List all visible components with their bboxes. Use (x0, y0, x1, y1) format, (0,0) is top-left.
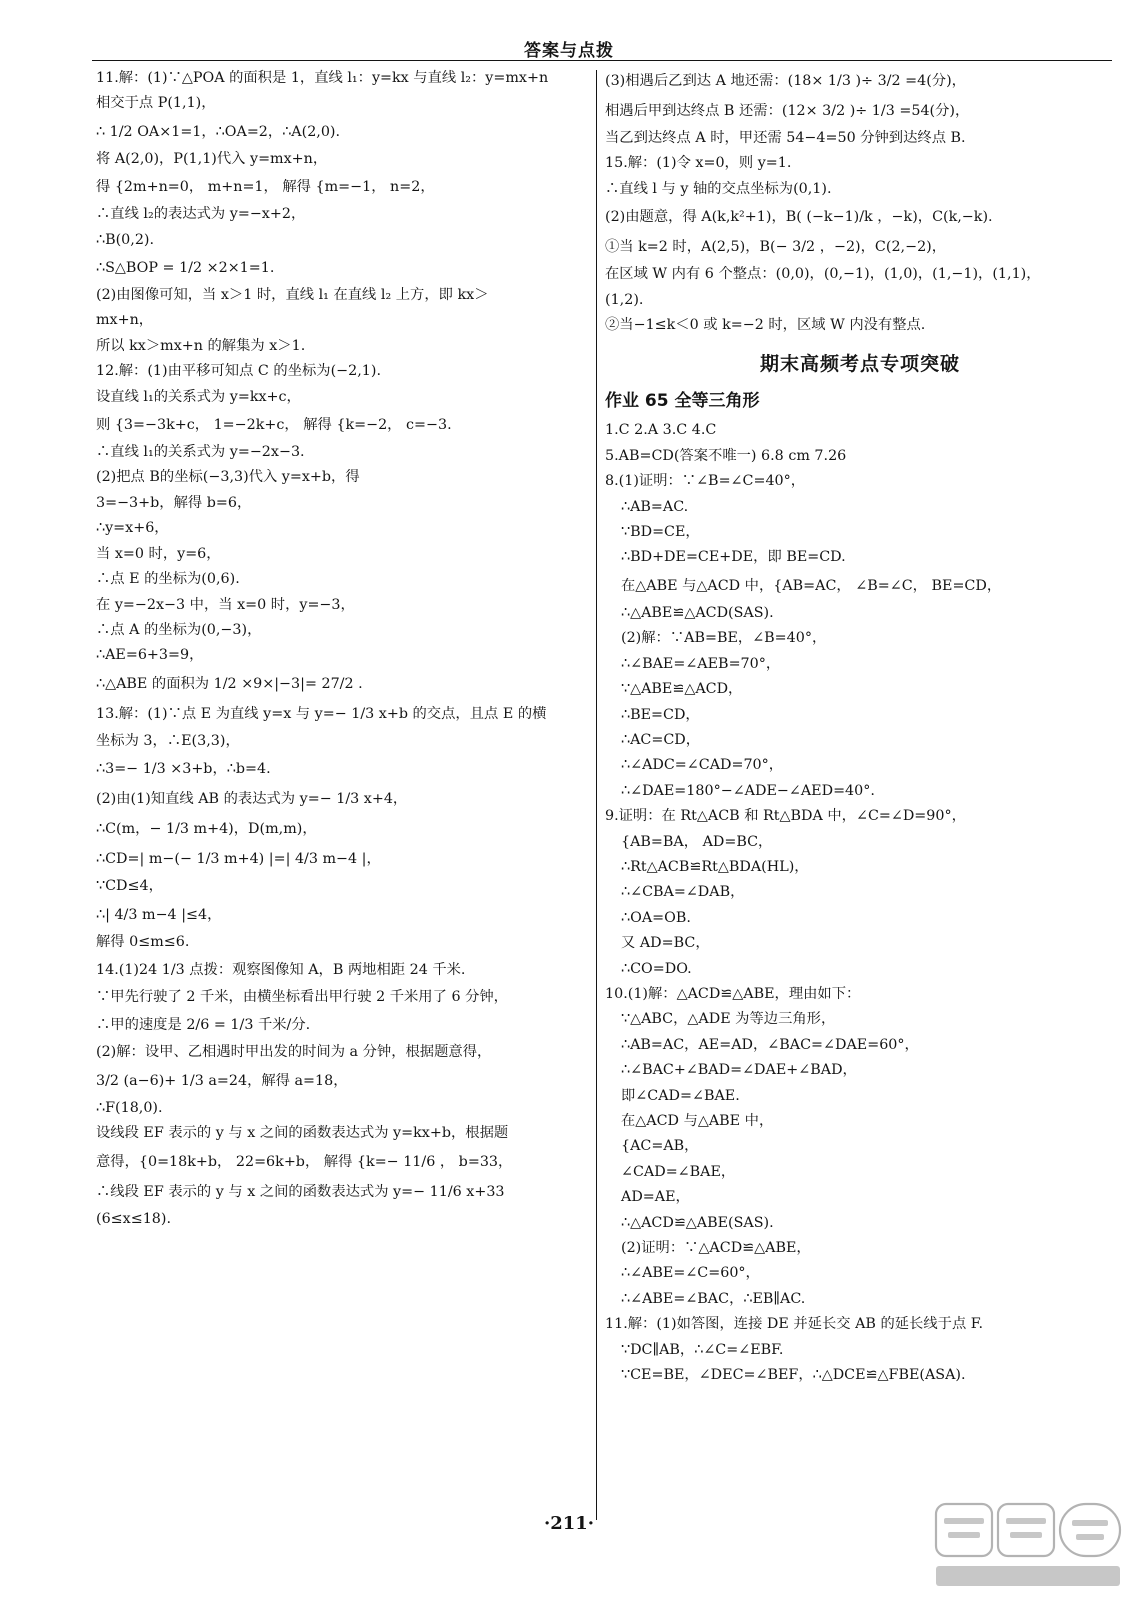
answer-line: (2)解：∵AB=BE，∠B=40°， (621, 630, 827, 647)
answer-line: ∵甲先行驶了 2 千米，由横坐标看出甲行驶 2 千米用了 6 分钟， (96, 988, 508, 1005)
answer-line: 坐标为 3，∴E(3,3)， (96, 732, 240, 749)
answer-line: ∵BD=CE， (621, 524, 700, 541)
answer-line: ∴BD+DE=CE+DE，即 BE=CD. (621, 549, 846, 566)
answer-line: (2)由(1)知直线 AB 的表达式为 y=− 1/3 x+4， (96, 791, 408, 808)
answer-line: mx+n， (96, 312, 154, 329)
answer-line: ∴∠CBA=∠DAB， (621, 884, 745, 901)
answer-line: ∴点 E 的坐标为(0,6). (96, 571, 240, 588)
answer-line: ∴OA=OB. (621, 909, 691, 926)
answer-line: (2)由题意，得 A(k,k²+1)，B( (−k−1)/k ，−k)，C(k,−k). (605, 209, 993, 226)
answer-line: 设直线 l₁的关系式为 y=kx+c， (96, 388, 301, 405)
answer-line: {AC=AB， (621, 1138, 699, 1155)
answer-line: 解得 0≤m≤6. (96, 933, 190, 950)
section-title: 期末高频考点专项突破 (759, 353, 960, 376)
answer-line: 当乙到达终点 A 时，甲还需 54−4=50 分钟到达终点 B. (605, 130, 966, 146)
answer-line: ∴y=x+6， (96, 520, 169, 537)
answer-line: 相遇后甲到达终点 B 还需：(12× 3/2 )÷ 1/3 =54(分)， (605, 103, 970, 119)
answer-line: 14.(1)24 1/3 点拨：观察图像知 A，B 两地相距 24 千米. (96, 961, 466, 978)
answer-line: 则 {3=−3k+c， 1=−2k+c， 解得 {k=−2， c=−3. (96, 417, 452, 434)
answer-line: 3=−3+b，解得 b=6， (96, 494, 252, 511)
answer-line: ∴F(18,0). (96, 1099, 163, 1116)
answer-line: ∴直线 l₁的关系式为 y=−2x−3. (96, 444, 305, 461)
answer-line: ∴∠DAE=180°−∠ADE−∠AED=40°. (621, 782, 875, 799)
answer-line: ∴AB=AC，AE=AD，∠BAC=∠DAE=60°， (621, 1036, 919, 1053)
column-divider (596, 70, 597, 1520)
answer-line: ∵△ABC，△ADE 为等边三角形， (621, 1011, 836, 1028)
answer-line: (1,2). (605, 291, 644, 308)
right-column (605, 66, 1115, 1520)
answer-line: ∴点 A 的坐标为(0,−3)， (96, 621, 262, 638)
answer-line: ∴∠BAE=∠AEB=70°， (621, 655, 781, 672)
answer-line: 8.(1)证明：∵∠B=∠C=40°， (605, 473, 806, 490)
left-column (96, 66, 590, 1520)
answer-line: ∴∠BAC+∠BAD=∠DAE+∠BAD， (621, 1062, 857, 1079)
answer-line: (6≤x≤18). (96, 1210, 172, 1227)
answer-line: 所以 kx＞mx+n 的解集为 x＞1. (96, 337, 306, 354)
answer-line: (3)相遇后乙到达 A 地还需：(18× 1/3 )÷ 3/2 =4(分)， (605, 73, 966, 89)
answer-line: ∴3=− 1/3 ×3+b，∴b=4. (96, 761, 271, 778)
answer-line: (2)由图像可知，当 x＞1 时，直线 l₁ 在直线 l₂ 上方，即 kx＞ (96, 287, 489, 304)
answer-line: {AB=BA， AD=BC， (621, 833, 773, 850)
answer-line: ∴S△BOP = 1/2 ×2×1=1. (96, 260, 275, 277)
answer-line: 在区域 W 内有 6 个整点：(0,0)，(0,−1)，(1,0)，(1,−1)，(1,1)， (605, 266, 1041, 283)
answer-line: 当 x=0 时，y=6， (96, 545, 221, 562)
answer-line: 相交于点 P(1,1)， (96, 95, 216, 112)
answer-line: 即∠CAD=∠BAE. (621, 1087, 740, 1104)
answer-line: ①当 k=2 时，A(2,5)，B(− 3/2 ，−2)，C(2,−2)， (605, 239, 947, 256)
answer-line: ∵CD≤4， (96, 878, 163, 895)
answer-line: ∴△ABE 的面积为 1/2 ×9×|−3|= 27/2 . (96, 675, 363, 692)
work-title: 作业 65 全等三角形 (605, 391, 760, 412)
header-divider (92, 60, 1112, 61)
answer-line: ∴ 1/2 OA×1=1，∴OA=2，∴A(2,0). (96, 123, 341, 140)
page-title: 答案与点拨 (524, 41, 614, 61)
answer-line: 12.解：(1)由平移可知点 C 的坐标为(−2,1). (96, 363, 381, 380)
answer-line: ∴| 4/3 m−4 |≤4， (96, 906, 222, 923)
answer-line: 10.(1)解：△ACD≌△ABE，理由如下： (605, 985, 861, 1002)
answer-line: 5.AB=CD(答案不唯一) 6.8 cm 7.26 (605, 447, 847, 464)
answer-line: ∴CO=DO. (621, 960, 692, 977)
page-header (0, 0, 1138, 64)
answer-line: ∴△ACD≌△ABE(SAS). (621, 1214, 774, 1231)
answer-line: ∴B(0,2). (96, 231, 155, 248)
answer-line: ∴CD=| m−(− 1/3 m+4) |=| 4/3 m−4 |， (96, 851, 381, 868)
answer-line: 在△ABE 与△ACD 中，{AB=AC， ∠B=∠C， BE=CD， (621, 577, 1002, 594)
answer-line: ∴线段 EF 表示的 y 与 x 之间的函数表达式为 y=− 11/6 x+33 (96, 1183, 505, 1200)
page-number: ·211· (543, 1513, 595, 1534)
answer-line: 得 {2m+n=0， m+n=1， 解得 {m=−1， n=2， (96, 179, 435, 196)
answer-line: ∴BE=CD， (621, 706, 700, 723)
answer-line: 在△ACD 与△ABE 中， (621, 1113, 774, 1129)
answer-line: ∴∠ABE=∠C=60°， (621, 1265, 760, 1282)
answer-line: ∴AC=CD， (621, 731, 701, 748)
answer-line: ∵△ABE≌△ACD， (621, 681, 743, 698)
answer-line: ∴甲的速度是 2/6 = 1/3 千米/分. (96, 1017, 311, 1034)
answer-line: 1.C 2.A 3.C 4.C (605, 422, 717, 439)
answer-line: 11.解：(1)∵△POA 的面积是 1，直线 l₁：y=kx 与直线 l₂：y=mx+n (96, 70, 549, 86)
answer-line: AD=AE， (621, 1189, 690, 1206)
answer-line: 9.证明：在 Rt△ACB 和 Rt△BDA 中，∠C=∠D=90°， (605, 808, 966, 825)
answer-line: ∴AB=AC. (621, 498, 689, 515)
answer-line: 将 A(2,0)，P(1,1)代入 y=mx+n， (96, 150, 328, 167)
answer-line: (2)把点 B的坐标(−3,3)代入 y=x+b，得 (96, 469, 360, 486)
answer-line: (2)解：设甲、乙相遇时甲出发的时间为 a 分钟，根据题意得， (96, 1044, 492, 1061)
answer-line: ②当−1≤k＜0 或 k=−2 时，区域 W 内没有整点. (605, 317, 926, 334)
answer-line: ∴直线 l 与 y 轴的交点坐标为(0,1). (605, 180, 832, 197)
answer-line: 设线段 EF 表示的 y 与 x 之间的函数表达式为 y=kx+b，根据题 (96, 1125, 509, 1142)
answer-line: 15.解：(1)令 x=0，则 y=1. (605, 155, 792, 172)
watermark-logo (930, 1498, 1126, 1592)
answer-line: ∴△ABE≌△ACD(SAS). (621, 604, 774, 621)
answer-line: ∠CAD=∠BAE， (621, 1163, 736, 1180)
answer-line: 又 AD=BC， (621, 935, 710, 952)
answer-line: ∵CE=BE，∠DEC=∠BEF，∴△DCE≌△FBE(ASA). (621, 1367, 966, 1384)
answer-line: ∵DC∥AB，∴∠C=∠EBF. (621, 1341, 784, 1358)
answer-line: ∴C(m，− 1/3 m+4)，D(m,m)， (96, 821, 317, 838)
answer-line: 意得，{0=18k+b， 22=6k+b， 解得 {k=− 11/6 ， b=33， (96, 1153, 513, 1170)
answer-line: 在 y=−2x−3 中，当 x=0 时，y=−3， (96, 596, 355, 613)
answer-line: 11.解：(1)如答图，连接 DE 并延长交 AB 的延长线于点 F. (605, 1316, 984, 1333)
answer-line: ∴AE=6+3=9， (96, 647, 204, 664)
answer-line: (2)证明：∵△ACD≌△ABE， (621, 1240, 811, 1257)
answer-line: ∴直线 l₂的表达式为 y=−x+2， (96, 206, 306, 223)
answer-line: 3/2 (a−6)+ 1/3 a=24，解得 a=18， (96, 1072, 348, 1089)
answer-line: ∴∠ADC=∠CAD=70°， (621, 757, 784, 774)
answer-line: ∴∠ABE=∠BAC，∴EB∥AC. (621, 1290, 806, 1307)
answer-line: 13.解：(1)∵点 E 为直线 y=x 与 y=− 1/3 x+b 的交点，且点 E 的横 (96, 705, 547, 722)
answer-line: ∴Rt△ACB≌Rt△BDA(HL)， (621, 858, 809, 875)
